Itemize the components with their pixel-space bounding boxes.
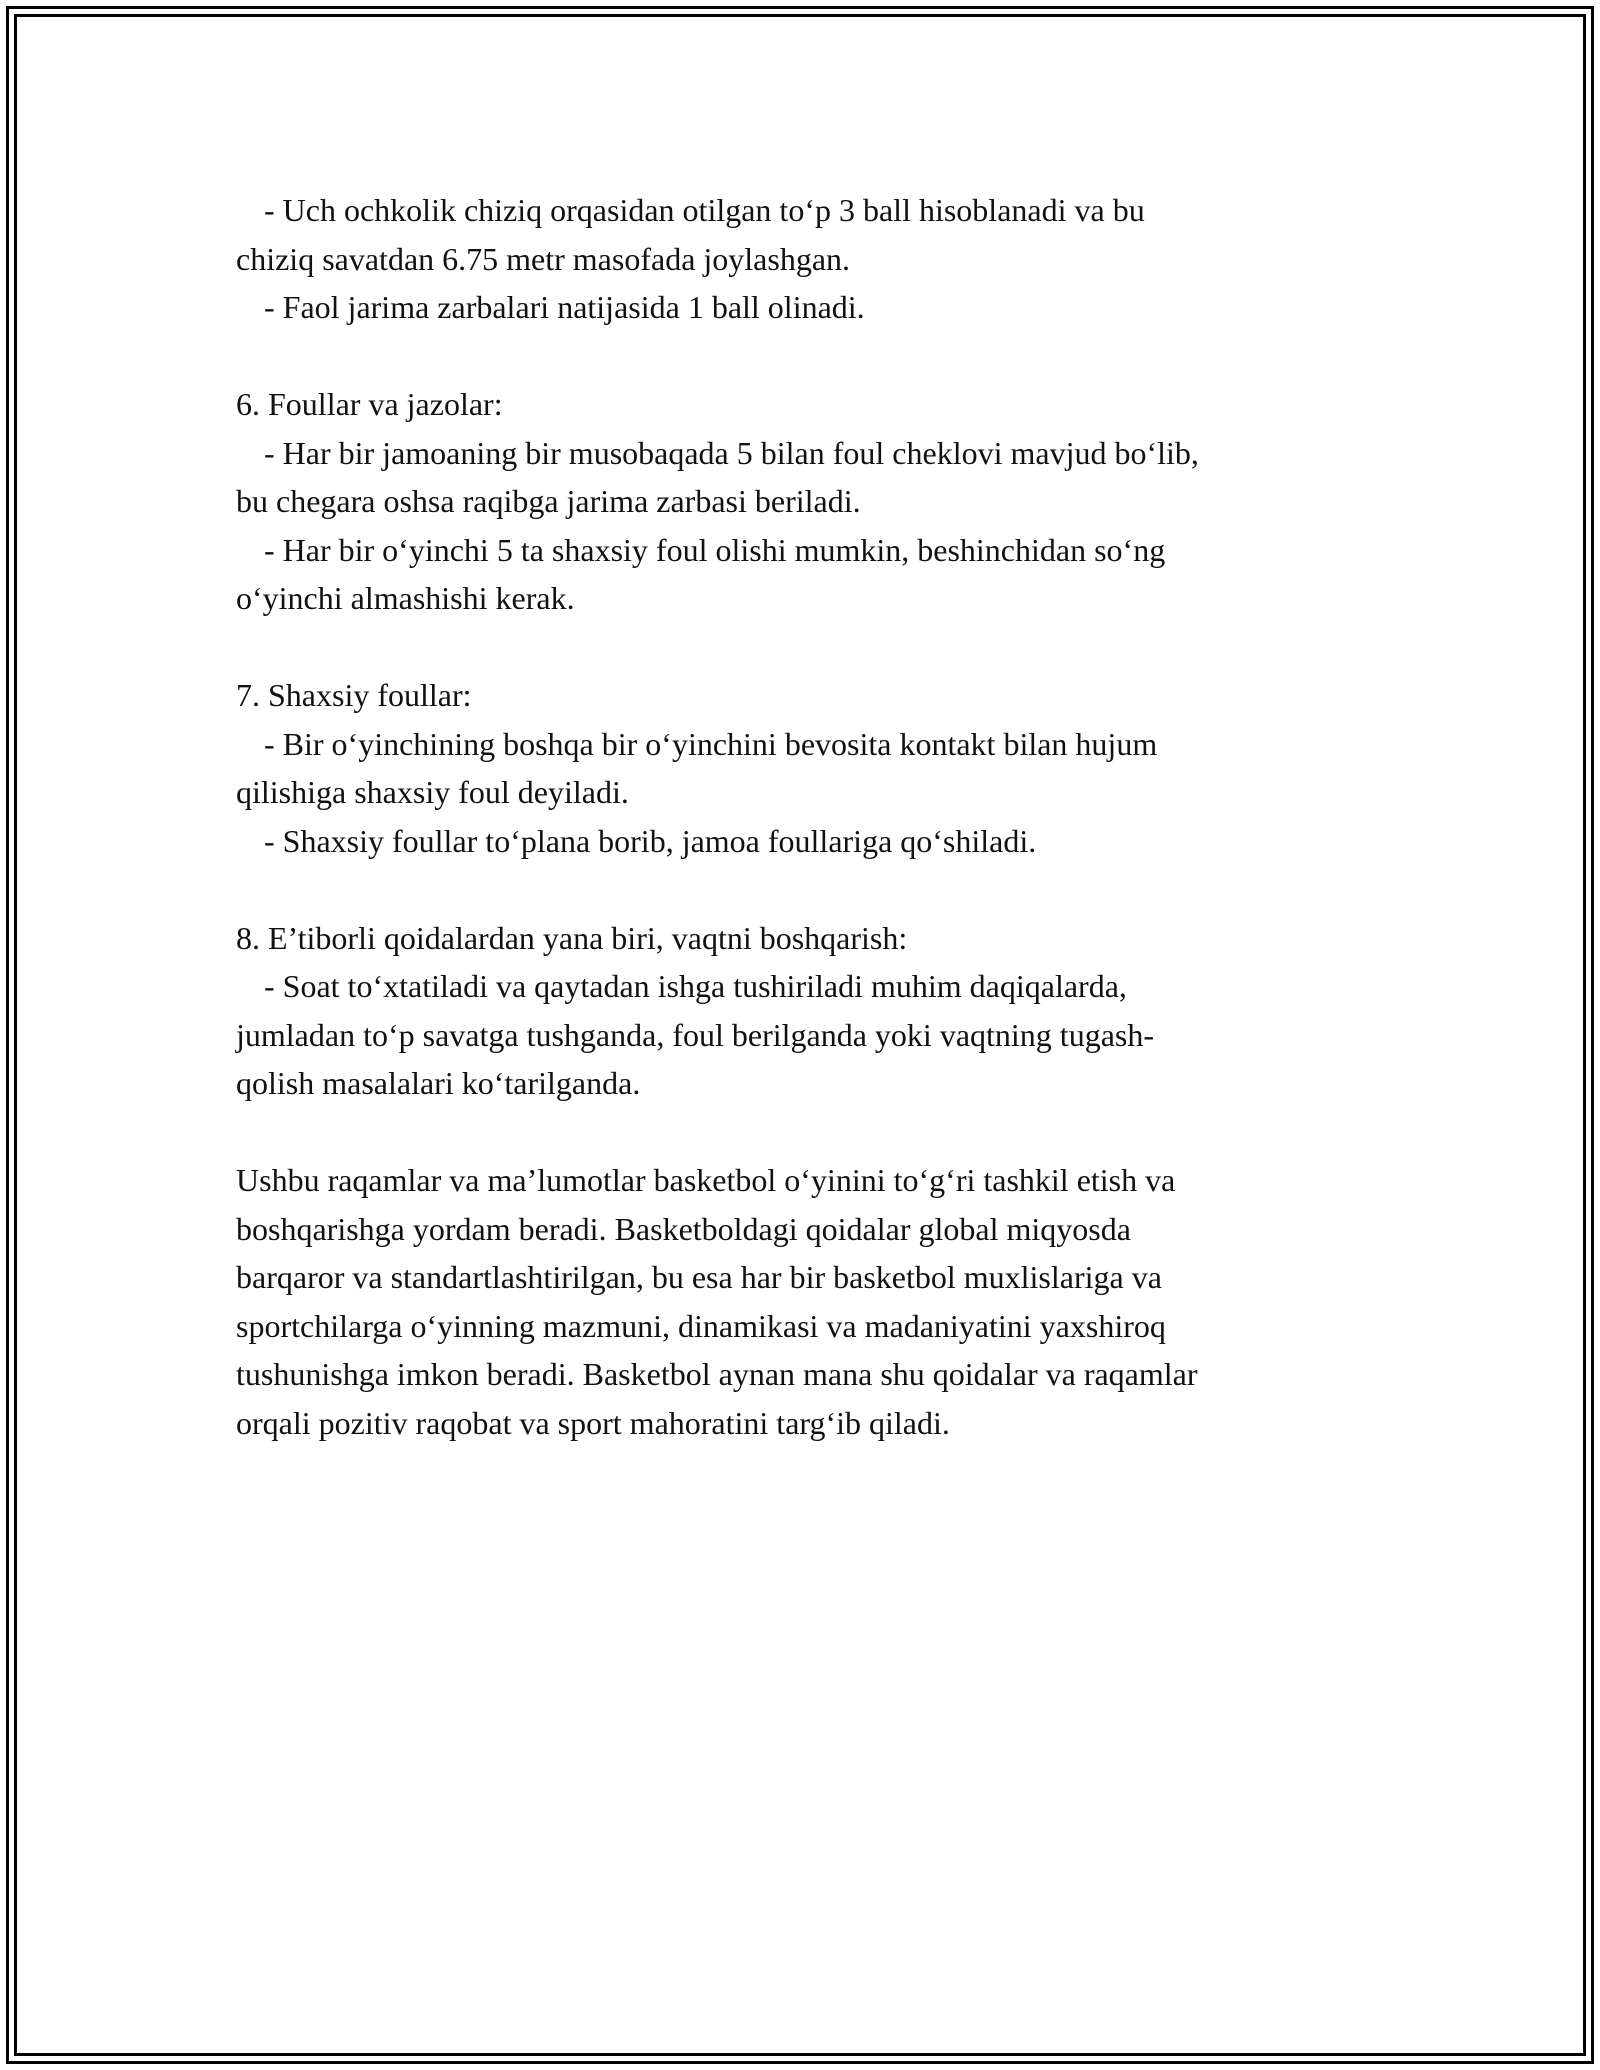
text-line: sportchilarga o‘yinning mazmuni, dinamikasi va madaniyatini yaxshiroq: [236, 1307, 1166, 1344]
text-line: - Faol jarima zarbalari natijasida 1 ball olinadi.: [264, 289, 865, 325]
text-line: - Bir o‘yinchining boshqa bir o‘yinchini bevosita kontakt bilan hujum: [264, 725, 1158, 762]
text-line: orqali pozitiv raqobat va sport mahoratini targ‘ib qiladi.: [236, 1404, 950, 1441]
section-heading: 8. E’tiborli qoidalardan yana biri, vaqtni boshqarish:: [236, 919, 908, 956]
paragraph-gap: [236, 332, 1376, 381]
section-heading: 7. Shaxsiy foullar:: [236, 677, 472, 713]
paragraph-gap: [236, 1108, 1376, 1157]
text-line: tushunishga imkon beradi. Basketbol aynan mana shu qoidalar va raqamlar: [236, 1356, 1198, 1392]
text-line: barqaror va standartlashtirilgan, bu esa har bir basketbol muxlislariga va: [236, 1259, 1162, 1295]
section-heading: 6. Foullar va jazolar:: [236, 386, 503, 422]
text-line: - Har bir o‘yinchi 5 ta shaxsiy foul olishi mumkin, beshinchidan so‘ng: [264, 531, 1166, 568]
paragraph-gap: [236, 623, 1376, 672]
text-line: qolish masalalari ko‘tarilganda.: [236, 1065, 641, 1101]
text-line: Ushbu raqamlar va ma’lumotlar basketbol o‘yinini to‘g‘ri tashkil etish va: [236, 1162, 1176, 1198]
text-line: - Uch ochkolik chiziq orqasidan otilgan to‘p 3 ball hisoblanadi va bu: [264, 192, 1145, 228]
text-line: jumladan to‘p savatga tushganda, foul berilganda yoki vaqtning tugash-: [236, 1016, 1154, 1053]
text-line: - Shaxsiy foullar to‘plana borib, jamoa foullariga qo‘shiladi.: [264, 822, 1037, 859]
document-body: [236, 186, 1376, 1447]
text-line: - Har bir jamoaning bir musobaqada 5 bilan foul cheklovi mavjud bo‘lib,: [264, 434, 1199, 471]
text-line: o‘yinchi almashishi kerak.: [236, 580, 575, 616]
text-line: - Soat to‘xtatiladi va qaytadan ishga tushiriladi muhim daqiqalarda,: [264, 968, 1127, 1004]
paragraph-gap: [236, 865, 1376, 914]
text-line: chiziq savatdan 6.75 metr masofada joylashgan.: [236, 240, 851, 277]
text-line: qilishiga shaxsiy foul deyiladi.: [236, 774, 629, 810]
text-line: boshqarishga yordam beradi. Basketboldagi qoidalar global miqyosda: [236, 1210, 1131, 1247]
text-line: bu chegara oshsa raqibga jarima zarbasi beriladi.: [236, 483, 861, 519]
